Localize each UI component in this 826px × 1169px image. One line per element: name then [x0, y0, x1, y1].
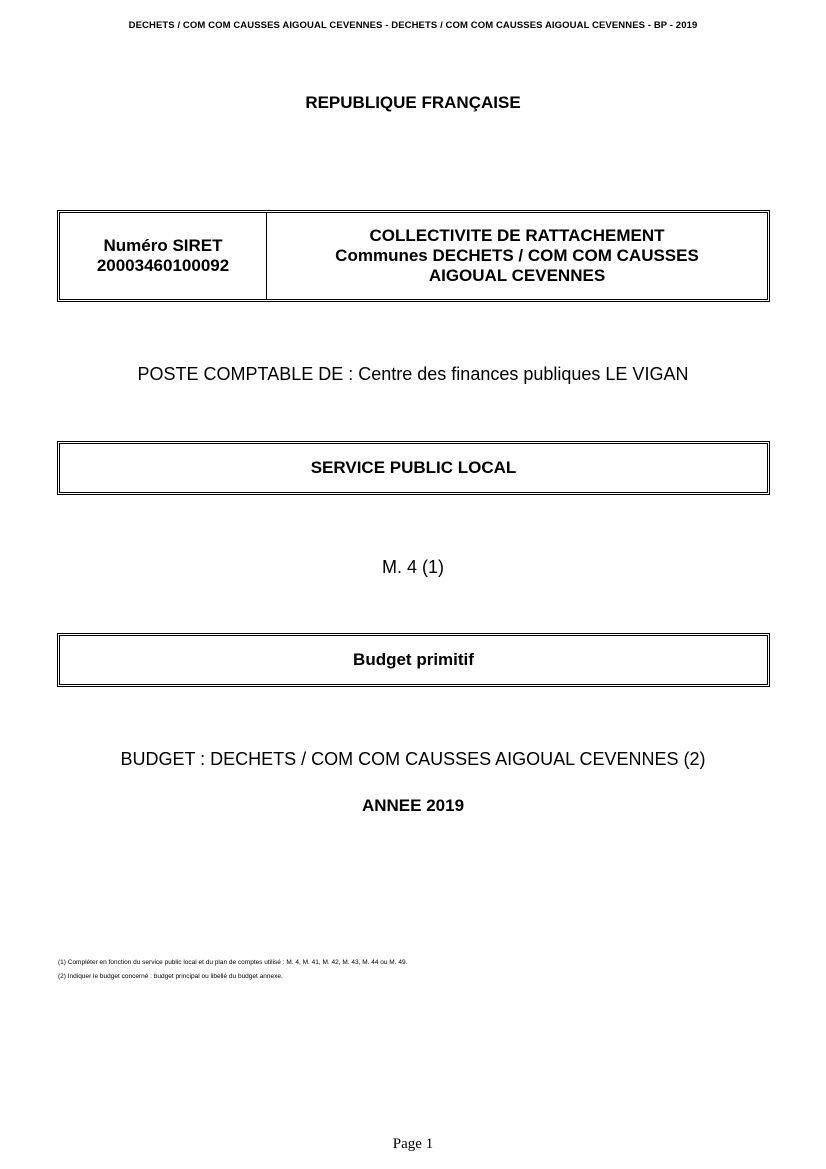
- nomenclature: M. 4 (1): [381, 557, 444, 577]
- budget-name: BUDGET : DECHETS / COM COM CAUSSES AIGOUAL CEVENNES (2): [120, 749, 706, 769]
- collectivite-name-line1: Communes DECHETS / COM COM CAUSSES: [335, 246, 699, 265]
- poste-comptable: POSTE COMPTABLE DE : Centre des finances publiques LE VIGAN: [137, 364, 689, 384]
- service-label: SERVICE PUBLIC LOCAL: [310, 458, 517, 477]
- siret-cell: [60, 213, 267, 299]
- identity-box: [57, 210, 770, 302]
- footnote-2: (2) Indiquer le budget concerné : budget principal ou libellé du budget annexe.: [58, 973, 283, 980]
- running-header: DECHETS / COM COM CAUSSES AIGOUAL CEVENNES - DECHETS / COM COM CAUSSES AIGOUAL CEVENNES - BP - 2019: [128, 20, 698, 31]
- budget-type-box: [57, 633, 770, 687]
- service-box: [57, 441, 770, 495]
- collectivite-name-line2: AIGOUAL CEVENNES: [428, 266, 606, 285]
- footnote-1: (1) Compléter en fonction du service public local et du plan de comptes utilisé : M. 4, M. 41, M. 42, M. 43, M. 44 ou M. 49.: [58, 959, 408, 966]
- collectivite-label: COLLECTIVITE DE RATTACHEMENT: [369, 226, 665, 245]
- collectivite-cell: [267, 213, 767, 299]
- budget-type-label: Budget primitif: [353, 650, 474, 669]
- budget-year: ANNEE 2019: [361, 796, 465, 815]
- siret-label: Numéro SIRET: [103, 236, 223, 255]
- siret-value: 20003460100092: [96, 256, 230, 275]
- page-number: Page 1: [392, 1136, 434, 1152]
- document-title: REPUBLIQUE FRANÇAISE: [305, 93, 521, 112]
